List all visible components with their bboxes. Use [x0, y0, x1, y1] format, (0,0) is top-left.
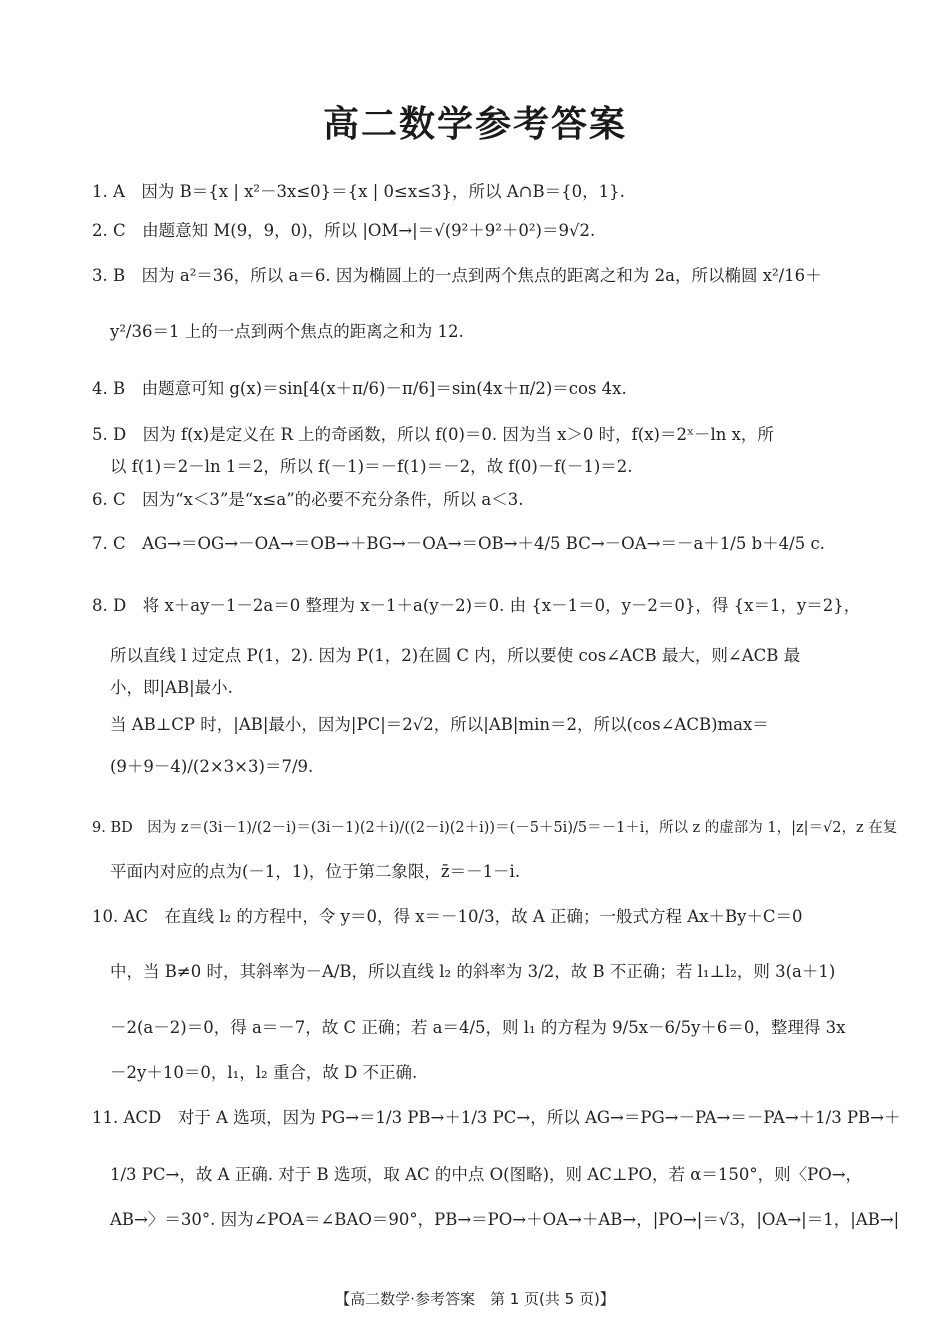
answer-11-line-2: 1/3 PC→，故 A 正确. 对于 B 选项，取 AC 的中点 O(图略)，则 AC⊥PO，若 α＝150°，则〈PO→，: [110, 1165, 863, 1184]
answer-9-line-2: 平面内对应的点为(－1，1)，位于第二象限，z̄＝－1－i.: [110, 862, 521, 881]
answer-8-line-2: 所以直线 l 过定点 P(1，2). 因为 P(1，2)在圆 C 内，所以要使 cos∠ACB 最大，则∠ACB 最: [110, 646, 801, 665]
answer-5-line-1: 5. D 因为 f(x)是定义在 R 上的奇函数，所以 f(0)＝0. 因为当 x＞0 时，f(x)＝2ˣ－ln x，所: [92, 425, 774, 444]
page-footer: 【高二数学·参考答案 第 1 页(共 5 页)】: [335, 1290, 615, 1308]
answer-3-line-2: y²/36＝1 上的一点到两个焦点的距离之和为 12.: [110, 322, 464, 341]
answer-8-line-1: 8. D 将 x＋ay－1－2a＝0 整理为 x－1＋a(y－2)＝0. 由 {x－1＝0，y－2＝0}，得 {x＝1，y＝2}，: [92, 596, 861, 615]
answer-3-line-1: 3. B 因为 a²＝36，所以 a＝6. 因为椭圆上的一点到两个焦点的距离之和为 2a，所以椭圆 x²/16＋: [92, 266, 822, 285]
answer-6: 6. C 因为“x＜3”是“x≤a”的必要不充分条件，所以 a＜3.: [92, 490, 524, 509]
answer-10-line-3: －2(a－2)＝0，得 a＝－7，故 C 正确；若 a＝4/5，则 l₁ 的方程为 9/5x－6/5y＋6＝0，整理得 3x: [110, 1018, 846, 1037]
answer-8-line-4: 当 AB⊥CP 时，|AB|最小，因为|PC|＝2√2，所以|AB|min＝2，所以(cos∠ACB)max＝: [110, 715, 769, 734]
answer-4: 4. B 由题意可知 g(x)＝sin[4(x＋π/6)－π/6]＝sin(4x＋π/2)＝cos 4x.: [92, 379, 627, 398]
answer-8-line-5: (9＋9－4)/(2×3×3)＝7/9.: [110, 757, 314, 776]
answer-10-line-1: 10. AC 在直线 l₂ 的方程中，令 y＝0，得 x＝－10/3，故 A 正确；一般式方程 Ax＋By＋C＝0: [92, 907, 803, 926]
answer-2: 2. C 由题意知 M(9，9，0)，所以 |OM→|＝√(9²＋9²＋0²)＝9√2.: [92, 221, 596, 240]
answer-11-line-1: 11. ACD 对于 A 选项，因为 PG→＝1/3 PB→＋1/3 PC→，所以 AG→＝PG→－PA→＝－PA→＋1/3 PB→＋: [92, 1108, 901, 1127]
answer-8-line-3: 小，即|AB|最小.: [110, 678, 233, 697]
answer-10-line-4: －2y＋10＝0，l₁，l₂ 重合，故 D 不正确.: [110, 1063, 418, 1082]
answer-1: 1. A 因为 B＝{x | x²－3x≤0}＝{x | 0≤x≤3}，所以 A∩B＝{0，1}.: [92, 182, 625, 201]
answer-7: 7. C AG→＝OG→－OA→＝OB→＋BG→－OA→＝OB→＋4/5 BC→－OA→＝－a＋1/5 b＋4/5 c.: [92, 534, 825, 553]
answer-9-line-1: 9. BD 因为 z＝(3i－1)/(2－i)＝(3i－1)(2＋i)/((2－i)(2＋i))＝(－5＋5i)/5＝－1＋i，所以 z 的虚部为 1，|z|＝√2，z 在复: [92, 820, 898, 836]
answer-11-line-3: AB→〉＝30°. 因为∠POA＝∠BAO＝90°，PB→＝PO→＋OA→＋AB→，|PO→|＝√3，|OA→|＝1，|AB→|: [110, 1210, 900, 1229]
answer-10-line-2: 中，当 B≠0 时，其斜率为－A/B，所以直线 l₂ 的斜率为 3/2，故 B 不正确；若 l₁⊥l₂，则 3(a＋1): [110, 962, 836, 981]
page-title: 高二数学参考答案: [322, 104, 627, 145]
answer-5-line-2: 以 f(1)＝2－ln 1＝2，所以 f(－1)＝－f(1)＝－2，故 f(0)－f(－1)＝2.: [110, 457, 633, 476]
